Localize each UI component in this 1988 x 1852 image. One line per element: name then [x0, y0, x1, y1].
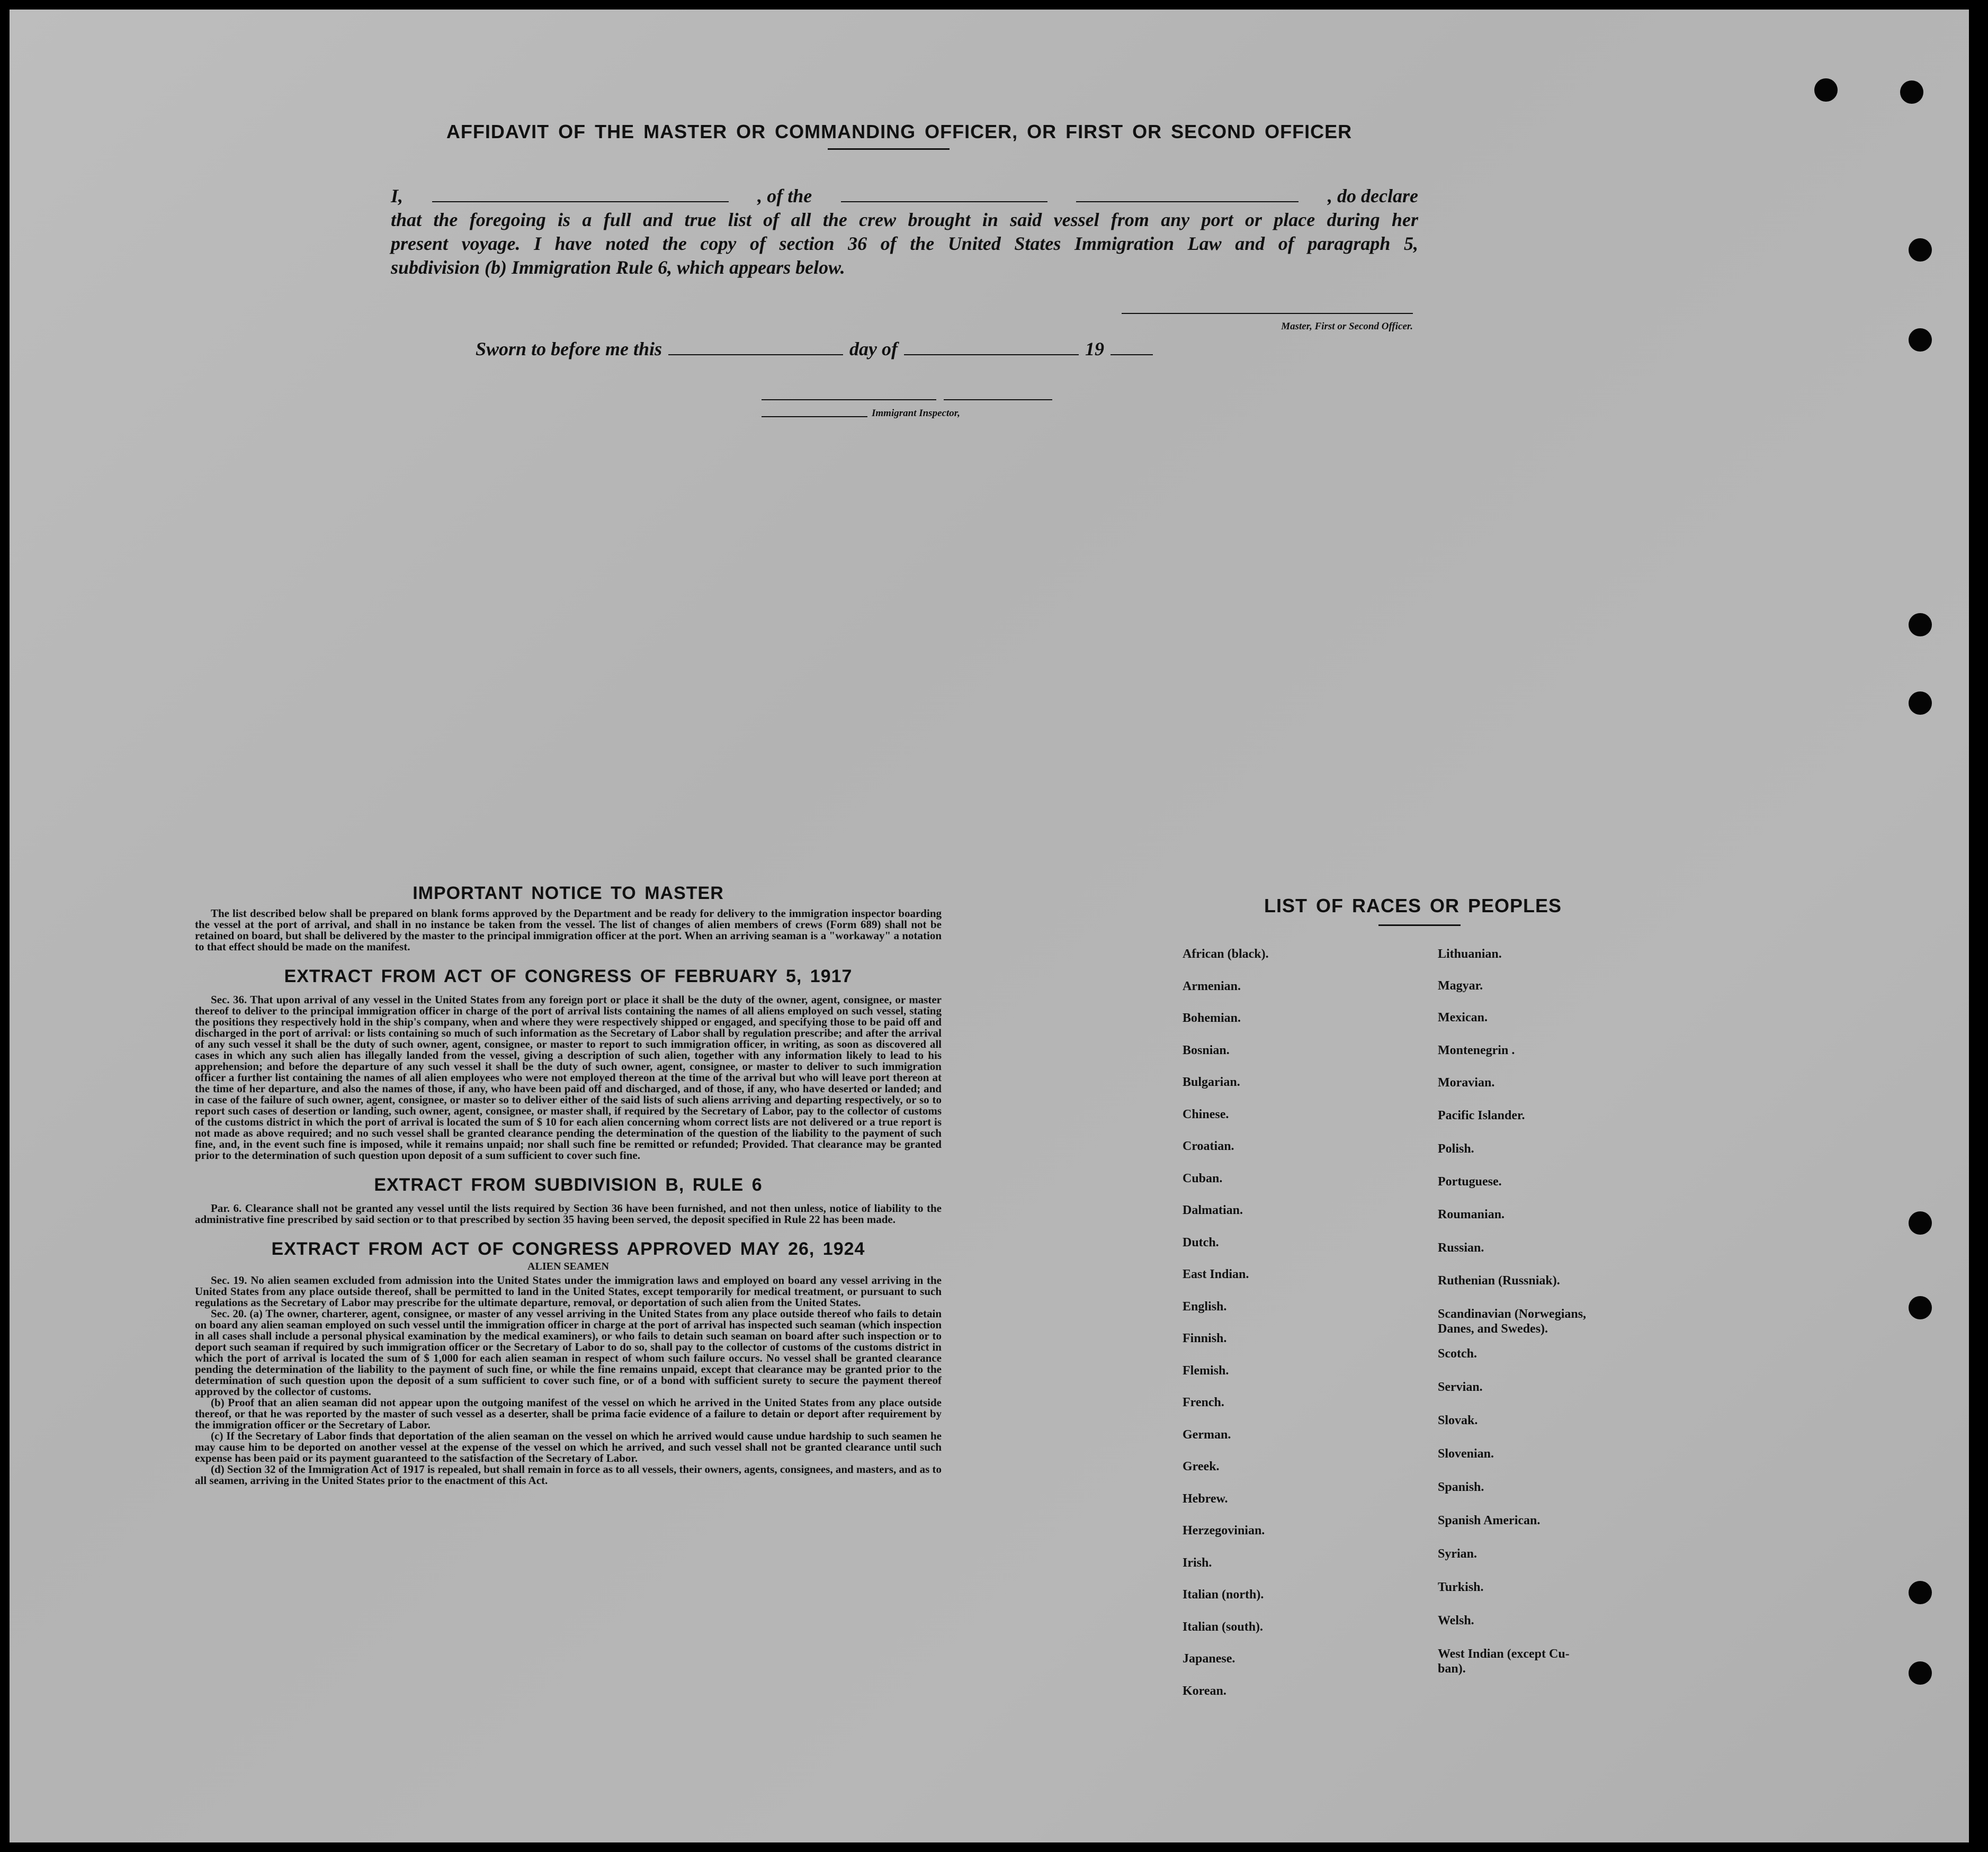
sworn-year-blank[interactable]: [1111, 338, 1153, 355]
race-item: Korean.: [1183, 1684, 1226, 1698]
race-item: Scandinavian (Norwegians, Danes, and Swedes).: [1438, 1307, 1587, 1336]
punch-hole: [1909, 1581, 1932, 1604]
extract-1924-title: EXTRACT FROM ACT OF CONGRESS APPROVED MAY 26, 1924: [271, 1239, 865, 1259]
punch-hole: [1900, 80, 1923, 104]
sworn-month-blank[interactable]: [904, 338, 1079, 355]
race-item: Welsh.: [1438, 1614, 1474, 1628]
decl-line-2: that the foregoing is a full and true list of all the crew brought in said vessel from any port or place during her: [391, 209, 1418, 230]
punch-hole: [1814, 78, 1838, 102]
race-item: Irish.: [1183, 1556, 1212, 1570]
extract-1924-subtitle: ALIEN SEAMEN: [527, 1261, 609, 1272]
race-item: African (black).: [1183, 947, 1269, 961]
inspector-label: Immigrant Inspector,: [872, 408, 960, 419]
decl-line-4: subdivision (b) Immigration Rule 6, which appears below.: [391, 257, 845, 278]
race-item: Russian.: [1438, 1241, 1484, 1255]
punch-hole: [1909, 691, 1932, 715]
punch-hole: [1909, 1296, 1932, 1319]
inspector-label-row: [762, 408, 960, 419]
sec-20a-text: Sec. 20. (a) The owner, charterer, agent, consignee, or master of any vessel arriving in the United States from any place outside thereof who fails to detain on board any alien seaman employed on such vessel until the immigration officer in charge at the port of arrival has inspected such seaman (which inspection in all cases shall include a personal physical examination by the medical examiners), or who fails to detain such seaman on board after such inspection or to deport such seaman if required by such immigration officer or the Secretary of Labor to do so, shall pay to the collector of customs of the customs district in which the port of arrival is located the sum of $ 1,000 for each alien seaman in respect of whom such failure occurs. No vessel shall be granted clearance pending the determination of the liability to the payment of such fine, or while the fine remains unpaid, except that clearance may be granted prior to the determination of such question upon the deposit of a sum sufficient to cover such fine, or of a bond with sufficient surety to secure the payment thereof approved by the collector of customs.: [195, 1307, 942, 1398]
race-item: Polish.: [1438, 1142, 1474, 1156]
signature-line[interactable]: [1122, 313, 1413, 314]
affidavit-declaration: [391, 184, 1418, 280]
race-item: Japanese.: [1183, 1652, 1235, 1666]
race-item: Turkish.: [1438, 1580, 1484, 1594]
race-item: Roumanian.: [1438, 1208, 1505, 1221]
race-item: Armenian.: [1183, 979, 1241, 993]
race-item: Dalmatian.: [1183, 1203, 1243, 1217]
punch-hole: [1909, 238, 1932, 262]
sec-20b-text: (b) Proof that an alien seaman did not appear upon the outgoing manifest of the vessel on which he arrived in the United States from any place outside thereof, or that he was reported by the master of such vessel as a deserter, shall be prima facie evidence of a failure to detain or deport after requirement by the immigration officer or the Secretary of Labor.: [195, 1396, 942, 1431]
punch-hole: [1909, 613, 1932, 636]
race-item: Servian.: [1438, 1380, 1483, 1394]
race-item: Lithuanian.: [1438, 947, 1502, 961]
name-blank[interactable]: [432, 185, 729, 202]
decl-of-the: , of the: [757, 185, 812, 206]
punch-hole: [1909, 1211, 1932, 1235]
notice-text: The list described below shall be prepared on blank forms approved by the Department and be ready for delivery to the immigration inspector boarding the vessel at the port of arrival, and shall in no instance be taken from the vessel. The list of changes of alien members of crews (Form 689) shall not be retained on board, but shall be delivered by the master to the principal immigration officer at the port. When an arriving seaman is a "workaway" a notation to that effect should be made on the manifest.: [195, 907, 942, 953]
punch-hole: [1909, 1661, 1932, 1685]
race-item: Herzegovinian.: [1183, 1524, 1265, 1538]
race-item: West Indian (except Cu- ban).: [1438, 1647, 1570, 1676]
legal-notices: [195, 883, 942, 1486]
races-title-underline: [1378, 924, 1461, 926]
race-item: Montenegrin .: [1438, 1044, 1515, 1057]
inspector-signature-lines[interactable]: [762, 394, 1052, 404]
sworn-line: [476, 338, 1196, 360]
race-item: Chinese.: [1183, 1107, 1229, 1121]
race-item: Dutch.: [1183, 1235, 1219, 1249]
sworn-year: 19: [1085, 338, 1105, 359]
race-item: Slovak.: [1438, 1414, 1478, 1427]
signature-label: Master, First or Second Officer.: [1281, 321, 1413, 332]
race-item: Portuguese.: [1438, 1175, 1502, 1189]
race-item: Spanish American.: [1438, 1514, 1541, 1527]
races-title: LIST OF RACES OR PEOPLES: [1264, 895, 1562, 916]
sec-20c-text: (c) If the Secretary of Labor finds that deportation of the alien seaman on the vessel on which he arrived would cause undue hardship to such seamen he may cause him to be deported on another vessel at the expense of the vessel on which he arrived, and such vessel shall not be granted clearance until such expense has been paid or its payment guaranteed to the satisfaction of the Secretary of Labor.: [195, 1430, 942, 1464]
extract-rule6-text: Par. 6. Clearance shall not be granted any vessel until the lists required by Section 36 have been furnished, and not then unless, notice of liability to the administrative fine prescribed by said section or to that prescribed by section 35 having been served, the deposit specified in Rule 22 has been made.: [195, 1202, 942, 1226]
sworn-day-blank[interactable]: [668, 338, 843, 355]
race-item: Bohemian.: [1183, 1011, 1241, 1025]
race-item: Magyar.: [1438, 979, 1483, 993]
race-item: Greek.: [1183, 1460, 1220, 1473]
sec-19-text: Sec. 19. No alien seamen excluded from admission into the United States under the immigration laws and employed on board any vessel arriving in the United States from any place outside thereof, shall be permitted to land in the United States, except temporarily for medical treatment, or pursuant to such regulations as the Secretary of Labor may prescribe for the ultimate departure, removal, or deportation of such alien from the United States.: [195, 1274, 942, 1309]
race-item: Italian (north).: [1183, 1588, 1264, 1602]
race-item: East Indian.: [1183, 1267, 1249, 1281]
rank-blank[interactable]: [841, 185, 1047, 202]
race-item: Cuban.: [1183, 1171, 1223, 1185]
race-item: Pacific Islander.: [1438, 1109, 1525, 1122]
race-item: Bosnian.: [1183, 1043, 1230, 1057]
race-item: Ruthenian (Russniak).: [1438, 1274, 1560, 1288]
punch-hole: [1909, 328, 1932, 352]
inspector-blank[interactable]: [762, 410, 867, 417]
notice-title: IMPORTANT NOTICE TO MASTER: [413, 883, 724, 903]
race-item: Croatian.: [1183, 1139, 1234, 1153]
decl-declare: , do declare: [1327, 185, 1418, 206]
race-item: English.: [1183, 1299, 1227, 1314]
race-item: Syrian.: [1438, 1547, 1477, 1561]
extract-rule6-title: EXTRACT FROM SUBDIVISION B, RULE 6: [374, 1175, 763, 1195]
affidavit-title: AFFIDAVIT OF THE MASTER OR COMMANDING OFFICER, OR FIRST OR SECOND OFFICER: [446, 121, 1353, 142]
sworn-prefix: Sworn to before me this: [476, 338, 662, 359]
sec-20d-text: (d) Section 32 of the Immigration Act of 1917 is repealed, but shall remain in force as to all vessels, their owners, agents, consignees, and masters, and as to all seamen, arriving in the United States prior to the enactment of this Act.: [195, 1463, 942, 1487]
vessel-blank[interactable]: [1076, 185, 1299, 202]
race-item: Mexican.: [1438, 1011, 1488, 1024]
race-item: French.: [1183, 1396, 1224, 1409]
decl-line-3: present voyage. I have noted the copy of section 36 of the United States Immigration Law and of paragraph 5,: [391, 233, 1418, 254]
extract-1917-title: EXTRACT FROM ACT OF CONGRESS OF FEBRUARY 5, 1917: [284, 966, 853, 986]
race-item: Finnish.: [1183, 1332, 1227, 1345]
decl-i: I,: [391, 185, 404, 206]
race-item: Spanish.: [1438, 1480, 1484, 1494]
race-item: Flemish.: [1183, 1363, 1229, 1378]
sworn-day-of: day of: [849, 338, 898, 359]
race-item: Italian (south).: [1183, 1620, 1264, 1634]
race-item: German.: [1183, 1427, 1231, 1442]
race-item: Moravian.: [1438, 1076, 1495, 1090]
extract-1917-text: Sec. 36. That upon arrival of any vessel in the United States from any foreign port or place it shall be the duty of the owner, agent, consignee, or master thereof to deliver to the principal immigration officer in charge of the port of arrival lists containing the names of all aliens employed on such vessel, stating the positions they respectively hold in the ship's company, when and where they were respectively shipped or engaged, and specifying those to be paid off and discharged in the port of arrival: or lists containing so much of such information as the Secretary of Labor shall by regulation prescribe; and after the arrival of any such vessel it shall be the duty of such owner, agent, consignee, or master to report to such immigration officer, in writing, as soon as discovered all cases in which any such alien has illegally landed from the vessel, giving a description of such alien, together with any information likely to lead to his apprehension; and before the departure of any such vessel it shall be the duty of such owner, agent, consignee, or master to deliver to such immigration officer a further list containing the names of all alien employees who were not employed thereon at the time of the arrival but who will leave port thereon at the time of her departure, and also the names of those, if any, who have been paid off and discharged, and of those, if any, who have deserted or landed; and in case of the failure of such owner, agent, consignee, or master so to deliver either of the said lists of such aliens arriving and departing respectively, or so to report such cases of desertion or landing, such owner, agent, consignee, or master shall, if required by the Secretary of Labor, pay to the collector of customs of the customs district in which the port of arrival is located the sum of $ 10 for each alien concerning whom correct lists are not delivered or a true report is not made as above required; and no such vessel shall be granted clearance pending the determination of the question of the liability to the payment of such fine, and, in the event such fine is imposed, while it remains unpaid; nor shall such fine be remitted or refunded; Provided. That clearance may be granted prior to the determination of such question upon deposit of a sum sufficient to cover such fine.: [195, 993, 942, 1162]
title-underline: [828, 148, 950, 150]
race-item: Hebrew.: [1183, 1491, 1228, 1506]
race-item: Scotch.: [1438, 1347, 1477, 1361]
race-item: Slovenian.: [1438, 1447, 1494, 1461]
race-item: Bulgarian.: [1183, 1075, 1240, 1089]
form-page: [10, 10, 1969, 1842]
